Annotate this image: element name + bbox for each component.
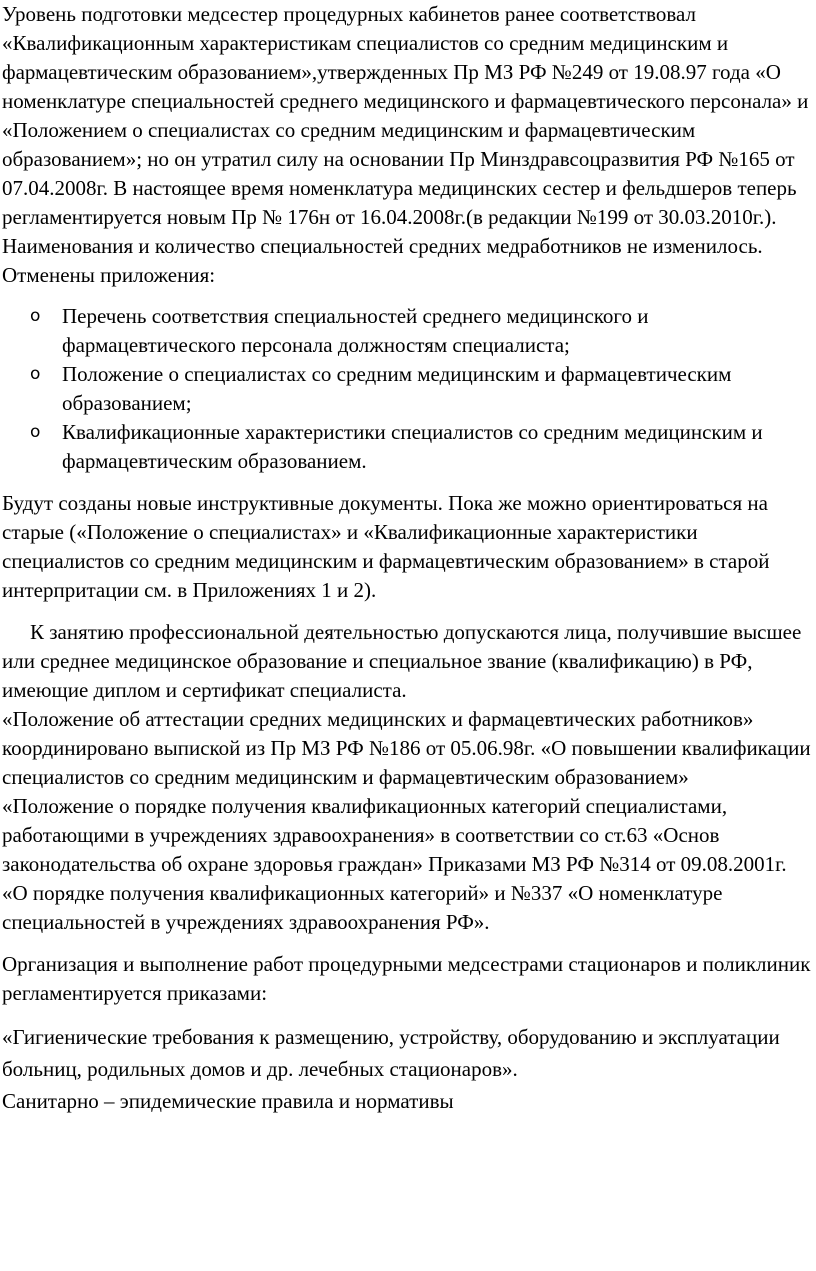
- bullet-circle-icon: o: [30, 422, 41, 442]
- paragraph-qualification-categories: «Положение о порядке получения квалификационных категорий специалистами, работающими в учреждениях здравоохранения» в соответствии со ст.63 «Основ законодательства об охране здоровья граждан» Приказами МЗ РФ №314 от 09.08.2001г. «О порядке получения квалификационных категорий» и №337 «О номенклатуре специальностей в учреждениях здравоохранения РФ».: [2, 794, 787, 934]
- list-item: [2, 302, 814, 360]
- spacer: [2, 605, 814, 618]
- paragraph-admission-requirements: К занятию профессиональной деятельностью допускаются лица, получившие высшее или среднее медицинское образование и специальное звание (квалификацию) в РФ, имеющие диплом и сертификат специалиста.: [2, 620, 802, 702]
- list-item-text: Перечень соответствия специальностей среднего медицинского и фармацевтического персонала должностям специалиста;: [62, 304, 649, 357]
- spacer: [2, 937, 814, 950]
- paragraph-hygiene-requirements: «Гигиенические требования к размещению, устройству, оборудованию и эксплуатации больниц, родильных домов и др. лечебных стационаров».: [2, 1025, 780, 1081]
- bullet-circle-icon: o: [30, 306, 41, 326]
- paragraph-new-documents: Будут созданы новые инструктивные документы. Пока же можно ориентироваться на старые («Положение о специалистах» и «Квалификационные характеристики специалистов со средним медицинским и фармацевтическим образованием» в старой интерпритации см. в Приложениях 1 и 2).: [2, 491, 770, 602]
- paragraph-specialties-unchanged: Наименования и количество специальностей средних медработников не изменилось. Отменены приложения:: [2, 234, 763, 287]
- paragraph-previous-standards: Уровень подготовки медсестер процедурных кабинетов ранее соответствовал «Квалификационным характеристикам специалистов со средним медицинским и фармацевтическим образованием»,утвержденных Пр МЗ РФ №249 от 19.08.97 года «О номенклатуре специальностей среднего медицинского и фармацевтического персонала» и «Положением о специалистах со средним медицинским и фармацевтическим образованием»; но он утратил силу на основании Пр Минздравсоцразвития РФ №165 от 07.04.2008г. В настоящее время номенклатура медицинских сестер и фельдшеров теперь регламентируется новым Пр № 176н от 16.04.2008г.(в редакции №199 от 30.03.2010г.).: [2, 2, 809, 229]
- spacer: [2, 290, 814, 302]
- bullet-circle-icon: o: [30, 364, 41, 384]
- spacer: [2, 1008, 814, 1021]
- paragraph-attestation-regulation: «Положение об аттестации средних медицинских и фармацевтических работников» координировано выпиской из Пр МЗ РФ №186 от 05.06.98г. «О повышении квалификации специалистов со средним медицинским и фармацевтическим образованием»: [2, 707, 811, 789]
- paragraph-sanitary-rules: Санитарно – эпидемические правила и нормативы: [2, 1089, 454, 1113]
- list-item: [2, 418, 814, 476]
- list-item-text: Положение о специалистах со средним медицинским и фармацевтическим образованием;: [62, 362, 732, 415]
- list-item-text: Квалификационные характеристики специалистов со средним медицинским и фармацевтическим образованием.: [62, 420, 763, 473]
- spacer: [2, 476, 814, 489]
- paragraph-procedural-nurses-orders: Организация и выполнение работ процедурными медсестрами стационаров и поликлиник регламентируется приказами:: [2, 952, 811, 1005]
- document-page: [2, 0, 814, 1117]
- list-item: [2, 360, 814, 418]
- cancelled-appendices-list: [2, 302, 814, 476]
